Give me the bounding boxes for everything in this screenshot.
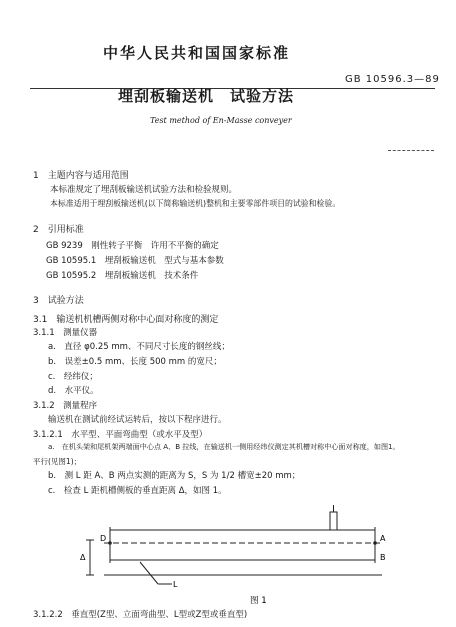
section-3-1-heading: 3.1 输送机机槽两侧对称中心面对称度的测定 bbox=[33, 315, 219, 325]
label-d: D bbox=[100, 534, 107, 543]
point-d bbox=[108, 541, 112, 545]
measuring-post bbox=[330, 512, 337, 530]
section-3-1-2-heading: 3.1.2 测量程序 bbox=[33, 401, 98, 411]
procedure-line-a-cont: 平行(见图1)； bbox=[33, 457, 82, 466]
document-title-en: Test method of En-Masse conveyer bbox=[150, 116, 292, 125]
label-b: B bbox=[380, 553, 386, 562]
instrument-item-c: c. 经纬仪； bbox=[48, 372, 98, 382]
instrument-item-b: b. 误差±0.5 mm、长度 500 mm 的宽尺； bbox=[48, 357, 222, 367]
chute-body bbox=[110, 530, 375, 560]
standard-name: 中华人民共和国国家标准 bbox=[103, 44, 291, 62]
section-3-heading: 3 试验方法 bbox=[33, 296, 84, 306]
procedure-item-c: c. 检查 L 距机槽侧板的垂直距离 Δ，如图 1。 bbox=[48, 486, 227, 496]
section-1-line-1: 本标准规定了埋刮板输送机试验方法和检验规则。 bbox=[50, 185, 238, 195]
section-2-heading: 2 引用标准 bbox=[33, 225, 84, 235]
reference-3: GB 10595.2 埋刮板输送机 技术条件 bbox=[46, 271, 199, 281]
label-delta: Δ bbox=[80, 553, 86, 562]
section-3-1-2-2-heading: 3.1.2.2 垂直型(Z型、立面弯曲型、L型或Z型或垂直型) bbox=[33, 610, 248, 620]
section-3-1-2-line: 输送机在测试前经试运转后，按以下程序进行。 bbox=[48, 415, 227, 425]
procedure-line-a: a. 在机头架和尾机架两端面中心点 A、B 拉线，在输送机一侧用经纬仪测定其机槽对称中心面对称度，如图1。 bbox=[48, 442, 400, 451]
document-title: 埋刮板输送机 试验方法 bbox=[118, 87, 295, 105]
label-l: L bbox=[173, 580, 178, 589]
procedure-item-b: b. 测 L 距 A、B 两点实测的距离为 S，S 为 1/2 槽宽±20 mm； bbox=[48, 471, 301, 481]
section-3-1-2-1-heading: 3.1.2.1 水平型、平面弯曲型（或水平及型） bbox=[33, 430, 208, 440]
standard-code: GB 10596.3—89 bbox=[345, 74, 440, 85]
instrument-item-d: d. 水平仪。 bbox=[48, 386, 99, 396]
reference-1: GB 9239 刚性转子平衡 许用不平衡的确定 bbox=[46, 241, 219, 251]
figure-caption: 图 1 bbox=[250, 596, 267, 606]
instrument-item-a: a. 直径 φ0.25 mm、不同尺寸长度的钢丝线； bbox=[48, 342, 230, 352]
point-a bbox=[373, 541, 377, 545]
section-1-heading: 1 主题内容与适用范围 bbox=[33, 171, 129, 181]
section-1-line-2: 本标准适用于埋刮板输送机(以下简称输送机)整机和主要零部件项目的试验和检验。 bbox=[50, 199, 341, 208]
section-3-1-1-heading: 3.1.1 测量仪器 bbox=[33, 328, 98, 338]
label-a: A bbox=[380, 534, 386, 543]
leader-line bbox=[140, 562, 158, 584]
reference-2: GB 10595.1 埋刮板输送机 型式与基本参数 bbox=[46, 256, 224, 266]
